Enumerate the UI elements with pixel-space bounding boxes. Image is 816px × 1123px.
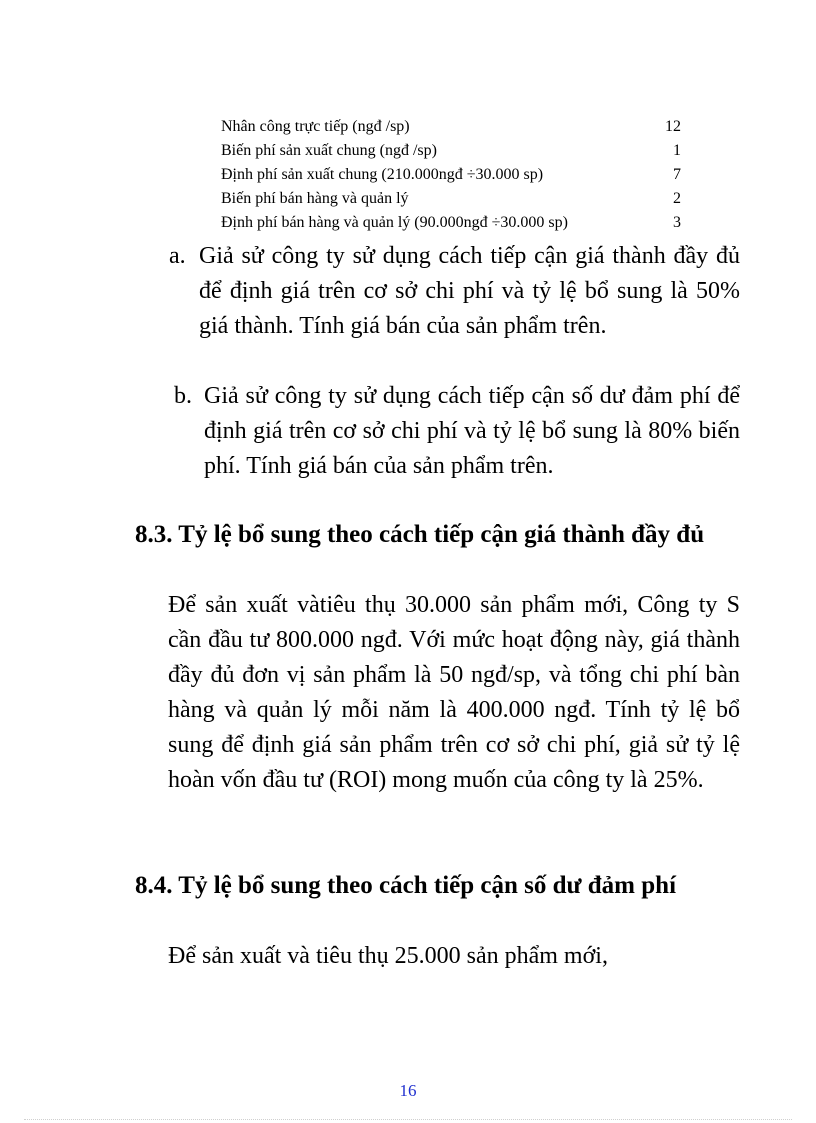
cost-value: 1: [673, 142, 681, 159]
cost-value: 3: [673, 214, 681, 231]
page-number: 16: [399, 1081, 417, 1100]
option-b: [174, 379, 740, 484]
section-8-4-heading: 8.4. Tỷ lệ bổ sung theo cách tiếp cận số dư đảm phí: [135, 872, 677, 899]
section-8-3-body: Để sản xuất vàtiêu thụ 30.000 sản phẩm mới, Công ty S cần đầu tư 800.000 ngđ. Với mức hoạt động này, giá thành đầy đủ đơn vị sản phẩm là 50 ngđ/sp, và tổng chi phí bàn hàng và quản lý mỗi năm là 400.000 ngđ. Tính tỷ lệ bổ sung để định giá sản phẩm trên cơ sở chi phí, giả sử tỷ lệ hoàn vốn đầu tư (ROI) mong muốn của công ty là 25%.: [168, 592, 740, 793]
cost-label: Định phí sản xuất chung (210.000ngđ ÷30.000 sp): [221, 166, 544, 183]
cost-value: 12: [665, 118, 681, 135]
cost-label: Nhân công trực tiếp (ngđ /sp): [221, 118, 410, 135]
cost-row-fixed-overhead: [221, 163, 681, 187]
cost-table: [221, 115, 681, 235]
page-bottom-divider: [24, 1119, 792, 1120]
section-8-4-body: Để sản xuất và tiêu thụ 25.000 sản phẩm mới,: [168, 943, 608, 969]
cost-value: 7: [673, 166, 681, 183]
option-a-marker: a.: [169, 243, 186, 269]
cost-row-variable-overhead: [221, 139, 681, 163]
option-b-marker: b.: [174, 383, 192, 409]
cost-row-variable-selling-admin: [221, 187, 681, 211]
cost-label: Biến phí sản xuất chung (ngđ /sp): [221, 142, 437, 159]
option-a: [169, 239, 740, 344]
cost-row-direct-labor: [221, 115, 681, 139]
cost-label: Biến phí bán hàng và quản lý: [221, 190, 409, 207]
option-a-text: Giả sử công ty sử dụng cách tiếp cận giá thành đầy đủ để định giá trên cơ sở chi phí và tỷ lệ bổ sung là 50% giá thành. Tính giá bán của sản phẩm trên.: [199, 243, 740, 339]
cost-label: Định phí bán hàng và quản lý (90.000ngđ ÷30.000 sp): [221, 214, 568, 231]
cost-value: 2: [673, 190, 681, 207]
section-8-3-heading: 8.3. Tỷ lệ bổ sung theo cách tiếp cận giá thành đầy đủ: [135, 521, 705, 548]
option-b-text: Giả sử công ty sử dụng cách tiếp cận số dư đảm phí để định giá trên cơ sở chi phí và tỷ lệ bổ sung là 80% biến phí. Tính giá bán của sản phẩm trên.: [204, 383, 740, 479]
cost-row-fixed-selling-admin: [221, 211, 681, 235]
